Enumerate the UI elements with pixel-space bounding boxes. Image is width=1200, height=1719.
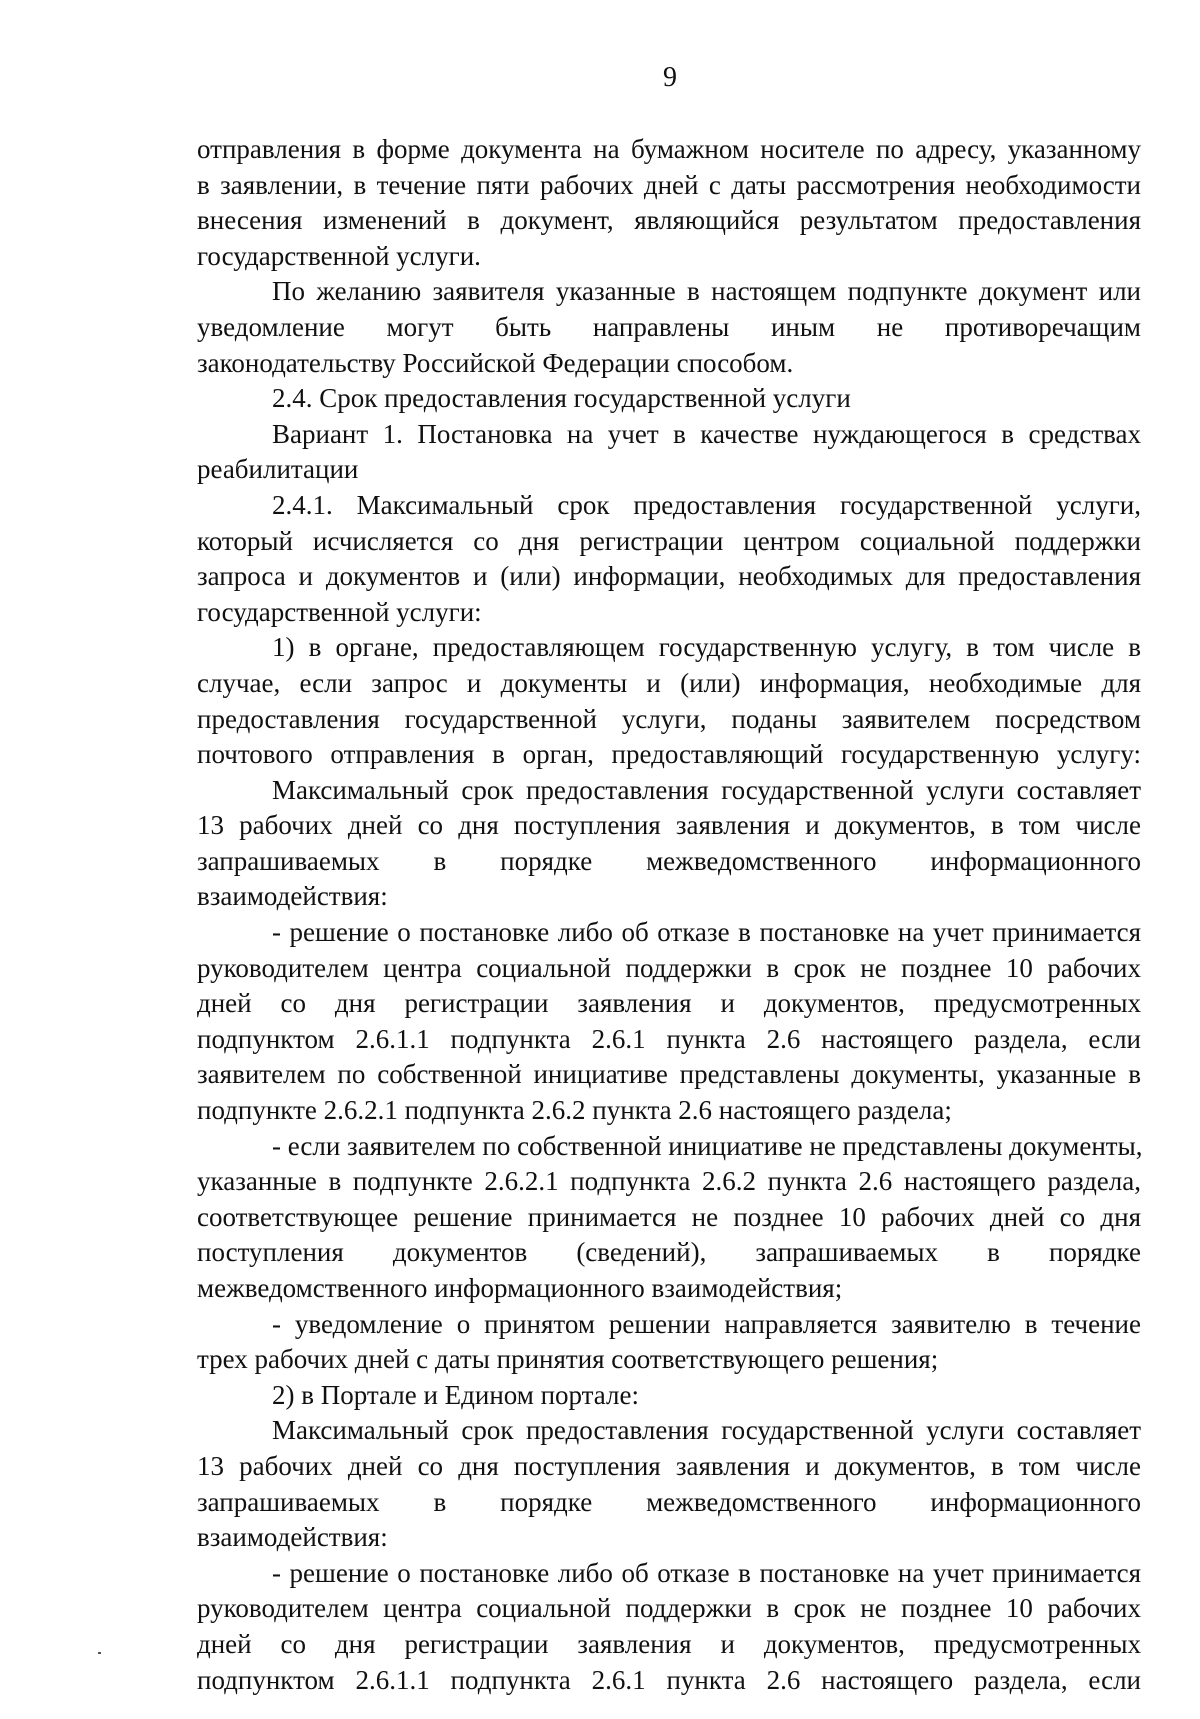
text-line: в заявлении, в течение пяти рабочих дней с даты рассмотрения необходимости [197, 169, 1141, 200]
text-line: - уведомление о принятом решении направляется заявителю в течение [272, 1308, 1141, 1339]
text-line: трех рабочих дней с даты принятия соответствующего решения; [197, 1344, 939, 1375]
text-line: руководителем центра социальной поддержки в срок не позднее 10 рабочих [197, 1593, 1141, 1624]
text-line: - если заявителем по собственной инициативе не представлены документы, [272, 1130, 1143, 1161]
text-line: межведомственного информационного взаимодействия; [197, 1273, 843, 1303]
text-line: подпункте 2.6.2.1 подпункта 2.6.2 пункта 2.6 настоящего раздела; [197, 1095, 952, 1126]
text-line: подпунктом 2.6.1.1 подпункта 2.6.1 пункта 2.6 настоящего раздела, если [197, 1664, 1141, 1695]
scan-speck [98, 1652, 101, 1654]
text-line: государственной услуги: [197, 596, 482, 627]
text-line: Вариант 1. Постановка на учет в качестве нуждающегося в средствах [272, 418, 1141, 449]
text-line: отправления в форме документа на бумажном носителе по адресу, указанному [197, 134, 1141, 164]
text-line: Максимальный срок предоставления государственной услуги составляет [272, 1415, 1141, 1446]
text-line: соответствующее решение принимается не позднее 10 рабочих дней со дня [197, 1201, 1141, 1232]
text-line: государственной услуги. [197, 240, 481, 271]
text-line: указанные в подпункте 2.6.2.1 подпункта 2.6.2 пункта 2.6 настоящего раздела, [197, 1166, 1141, 1197]
text-line: подпунктом 2.6.1.1 подпункта 2.6.1 пункта 2.6 настоящего раздела, если [197, 1023, 1141, 1054]
text-line: руководителем центра социальной поддержки в срок не позднее 10 рабочих [197, 952, 1141, 983]
text-line: уведомление могут быть направлены иным не противоречащим [197, 311, 1141, 342]
page-number: 9 [663, 62, 677, 93]
text-line: заявителем по собственной инициативе представлены документы, указанные в [197, 1059, 1141, 1090]
text-line: Максимальный срок предоставления государственной услуги составляет [272, 774, 1141, 805]
document-body [197, 132, 1141, 1698]
text-line: запрашиваемых в порядке межведомственного информационного [197, 1486, 1141, 1517]
text-line: взаимодействия: [197, 881, 388, 912]
text-line: законодательству Российской Федерации способом. [197, 347, 794, 378]
text-line: который исчисляется со дня регистрации центром социальной поддержки [197, 525, 1141, 556]
text-line: 2) в Портале и Едином портале: [272, 1379, 639, 1410]
text-line: реабилитации [197, 454, 359, 485]
text-line: внесения изменений в документ, являющийся результатом предоставления [197, 205, 1141, 236]
text-line: случае, если запрос и документы и (или) информация, необходимые для [197, 667, 1141, 698]
text-line: предоставления государственной услуги, поданы заявителем посредством [197, 703, 1141, 734]
text-line: По желанию заявителя указанные в настоящем подпункте документ или [272, 276, 1141, 307]
text-line: - решение о постановке либо об отказе в постановке на учет принимается [272, 917, 1141, 948]
text-line: 2.4.1. Максимальный срок предоставления государственной услуги, [272, 489, 1141, 520]
text-line: - решение о постановке либо об отказе в постановке на учет принимается [272, 1557, 1141, 1588]
text-line: поступления документов (сведений), запрашиваемых в порядке [197, 1237, 1141, 1268]
text-line: запрашиваемых в порядке межведомственного информационного [197, 845, 1141, 876]
text-line: почтового отправления в орган, предоставляющий государственную услугу: [197, 739, 1141, 770]
text-line: 13 рабочих дней со дня поступления заявления и документов, в том числе [197, 1450, 1141, 1481]
text-line: 1) в органе, предоставляющем государственную услугу, в том числе в [272, 632, 1141, 663]
text-line: 2.4. Срок предоставления государственной услуги [272, 383, 851, 414]
text-line: 13 рабочих дней со дня поступления заявления и документов, в том числе [197, 810, 1141, 841]
text-line: дней со дня регистрации заявления и документов, предусмотренных [197, 988, 1141, 1019]
text-line: дней со дня регистрации заявления и документов, предусмотренных [197, 1628, 1141, 1659]
text-line: взаимодействия: [197, 1522, 388, 1553]
text-line: запроса и документов и (или) информации, необходимых для предоставления [197, 561, 1141, 592]
